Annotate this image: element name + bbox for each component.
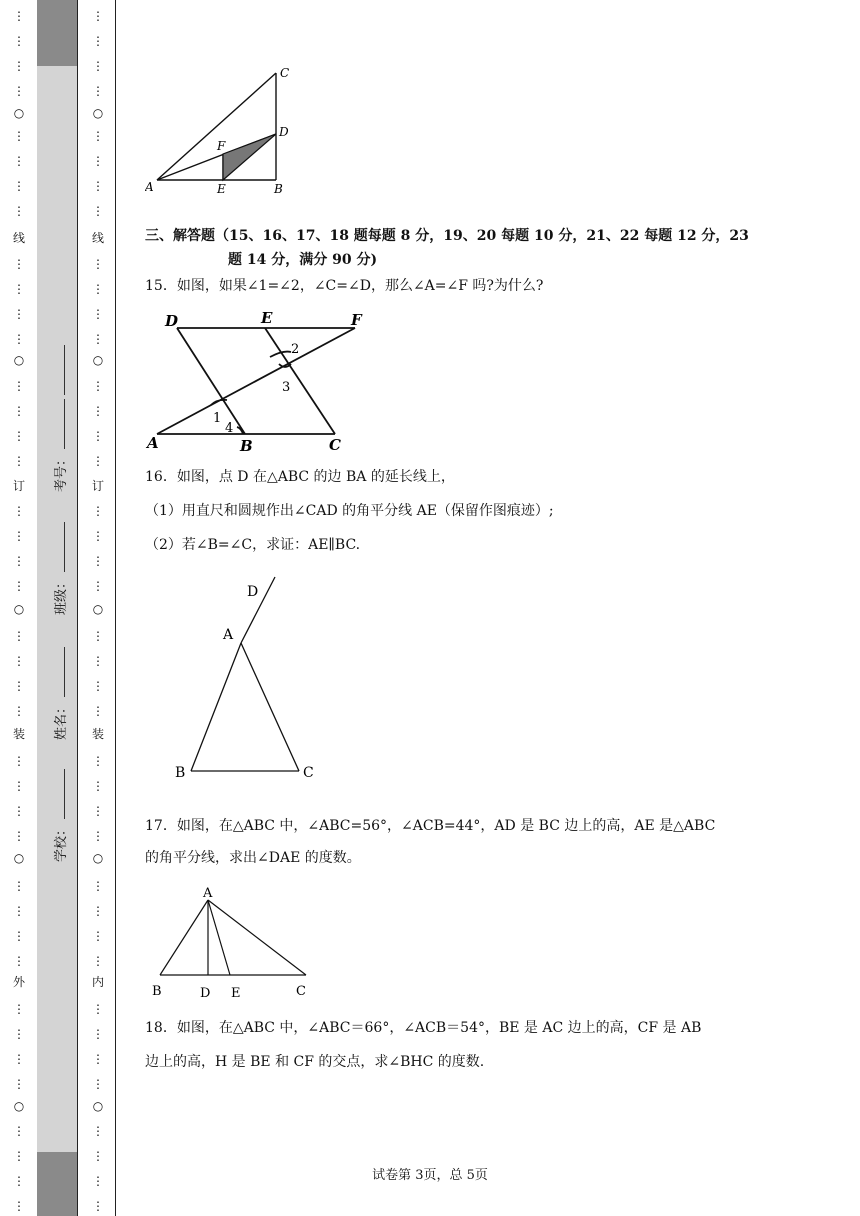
label-E: E <box>217 182 226 196</box>
label-F: F <box>351 311 362 329</box>
inner-seal-column: ⋮ ⋮ ⋮ ⋮ ○ ⋮ ⋮ ⋮ ⋮ 线 ⋮ ⋮ ⋮ ⋮ ○ ⋮ ⋮ ⋮ ⋮ 订 ⋮ ⋮ ⋮ ⋮ ○ ⋮ ⋮ ⋮ ⋮ 装 ⋮ ⋮ ⋮ ⋮ ○ ⋮ ⋮ ⋮ ⋮ 内 ⋮ ⋮ ⋮ ⋮ ○ ⋮ ⋮ ⋮ ⋮ <box>91 9 104 1213</box>
binding-margin <box>0 0 116 1216</box>
label-B: B <box>274 182 283 196</box>
seal-char-xian: 线 <box>12 231 25 245</box>
figure-q17 <box>150 880 320 1005</box>
label-F: F <box>217 139 226 153</box>
seal-circle: ○ <box>92 106 104 120</box>
binding-line-inner <box>115 0 116 1216</box>
label-A: A <box>147 434 159 452</box>
seal-char-xian: 线 <box>91 231 104 245</box>
binding-strip-top <box>37 0 77 66</box>
q16-part1: （1）用直尺和圆规作出∠CAD 的角平分线 AE（保留作图痕迹）; <box>145 503 554 519</box>
page-footer: 试卷第 3页，总 5页 <box>372 1168 488 1183</box>
seal-circle: ○ <box>13 106 25 120</box>
figure-q16 <box>165 575 315 790</box>
label-C: C <box>329 436 341 454</box>
label-2: 2 <box>291 342 300 357</box>
seal-circle: ○ <box>13 602 25 616</box>
label-D: D <box>247 584 259 600</box>
section-3-heading-cont: 题 14 分，满分 90 分) <box>228 252 378 268</box>
outer-seal-column: ⋮ ⋮ ⋮ ⋮ ○ ⋮ ⋮ ⋮ ⋮ 线 ⋮ ⋮ ⋮ ⋮ ○ ⋮ ⋮ ⋮ ⋮ 订 ⋮ ⋮ ⋮ ⋮ ○ ⋮ ⋮ ⋮ ⋮ 装 ⋮ ⋮ ⋮ ⋮ ○ ⋮ ⋮ ⋮ ⋮ 外 ⋮ ⋮ ⋮ ⋮ ○ ⋮ ⋮ ⋮ ⋮ <box>12 9 25 1213</box>
q15-text: 15．如图，如果∠1=∠2，∠C=∠D，那么∠A=∠F 吗?为什么? <box>145 278 544 294</box>
label-E: E <box>231 986 241 1001</box>
label-C: C <box>303 765 314 781</box>
seal-circle: ○ <box>92 353 104 367</box>
label-A: A <box>223 627 234 643</box>
seal-circle: ○ <box>92 602 104 616</box>
seal-char-wai: 外 <box>12 975 25 989</box>
seal-char-zhuang: 装 <box>12 727 25 741</box>
label-E: E <box>261 309 273 327</box>
label-C: C <box>296 984 306 999</box>
q16-stem: 16．如图，点 D 在△ABC 的边 BA 的延长线上， <box>145 469 455 485</box>
seal-char-zhuang: 装 <box>91 727 104 741</box>
seal-circle: ○ <box>13 353 25 367</box>
label-D: D <box>200 986 211 1001</box>
seal-char-ding: 订 <box>12 479 25 493</box>
label-A: A <box>203 886 213 901</box>
seal-char-nei: 内 <box>91 975 104 989</box>
seal-circle: ○ <box>92 1099 104 1113</box>
q17-text-line2: 的角平分线，求出∠DAE 的度数。 <box>145 850 361 866</box>
label-3: 3 <box>282 380 291 395</box>
seal-circle: ○ <box>92 851 104 865</box>
seal-circle: ○ <box>13 1099 25 1113</box>
field-exam-number[interactable]: 考号： <box>50 345 69 492</box>
label-B: B <box>175 765 186 781</box>
binding-line-right <box>77 0 78 1216</box>
label-B: B <box>240 437 253 455</box>
label-4: 4 <box>225 421 234 436</box>
field-class[interactable]: 班级： <box>50 522 69 615</box>
label-D: D <box>165 312 179 330</box>
figure-q14 <box>145 60 305 200</box>
q18-text-line2: 边上的高，H 是 BE 和 CF 的交点，求∠BHC 的度数. <box>145 1054 485 1070</box>
seal-circle: ○ <box>13 851 25 865</box>
seal-char-ding: 订 <box>91 479 104 493</box>
field-name[interactable]: 姓名： <box>50 647 69 740</box>
field-school[interactable]: 学校： <box>50 769 69 862</box>
label-B: B <box>152 984 162 999</box>
figure-q15 <box>145 306 385 456</box>
q16-part2: （2）若∠B=∠C，求证：AE∥BC. <box>145 537 361 553</box>
q18-text-line1: 18．如图，在△ABC 中，∠ABC＝66°，∠ACB＝54°，BE 是 AC 边上的高，CF 是 AB <box>145 1020 702 1036</box>
label-C: C <box>280 66 290 80</box>
binding-strip-bottom <box>37 1152 77 1216</box>
label-1: 1 <box>213 411 222 426</box>
label-A: A <box>145 180 154 194</box>
section-3-heading: 三、解答题（15、16、17、18 题每题 8 分，19、20 每题 10 分，21、22 每题 12 分，23 <box>145 228 749 244</box>
label-D: D <box>279 125 289 139</box>
q17-text-line1: 17．如图，在△ABC 中，∠ABC=56°，∠ACB=44°，AD 是 BC 边上的高，AE 是△ABC <box>145 818 716 834</box>
